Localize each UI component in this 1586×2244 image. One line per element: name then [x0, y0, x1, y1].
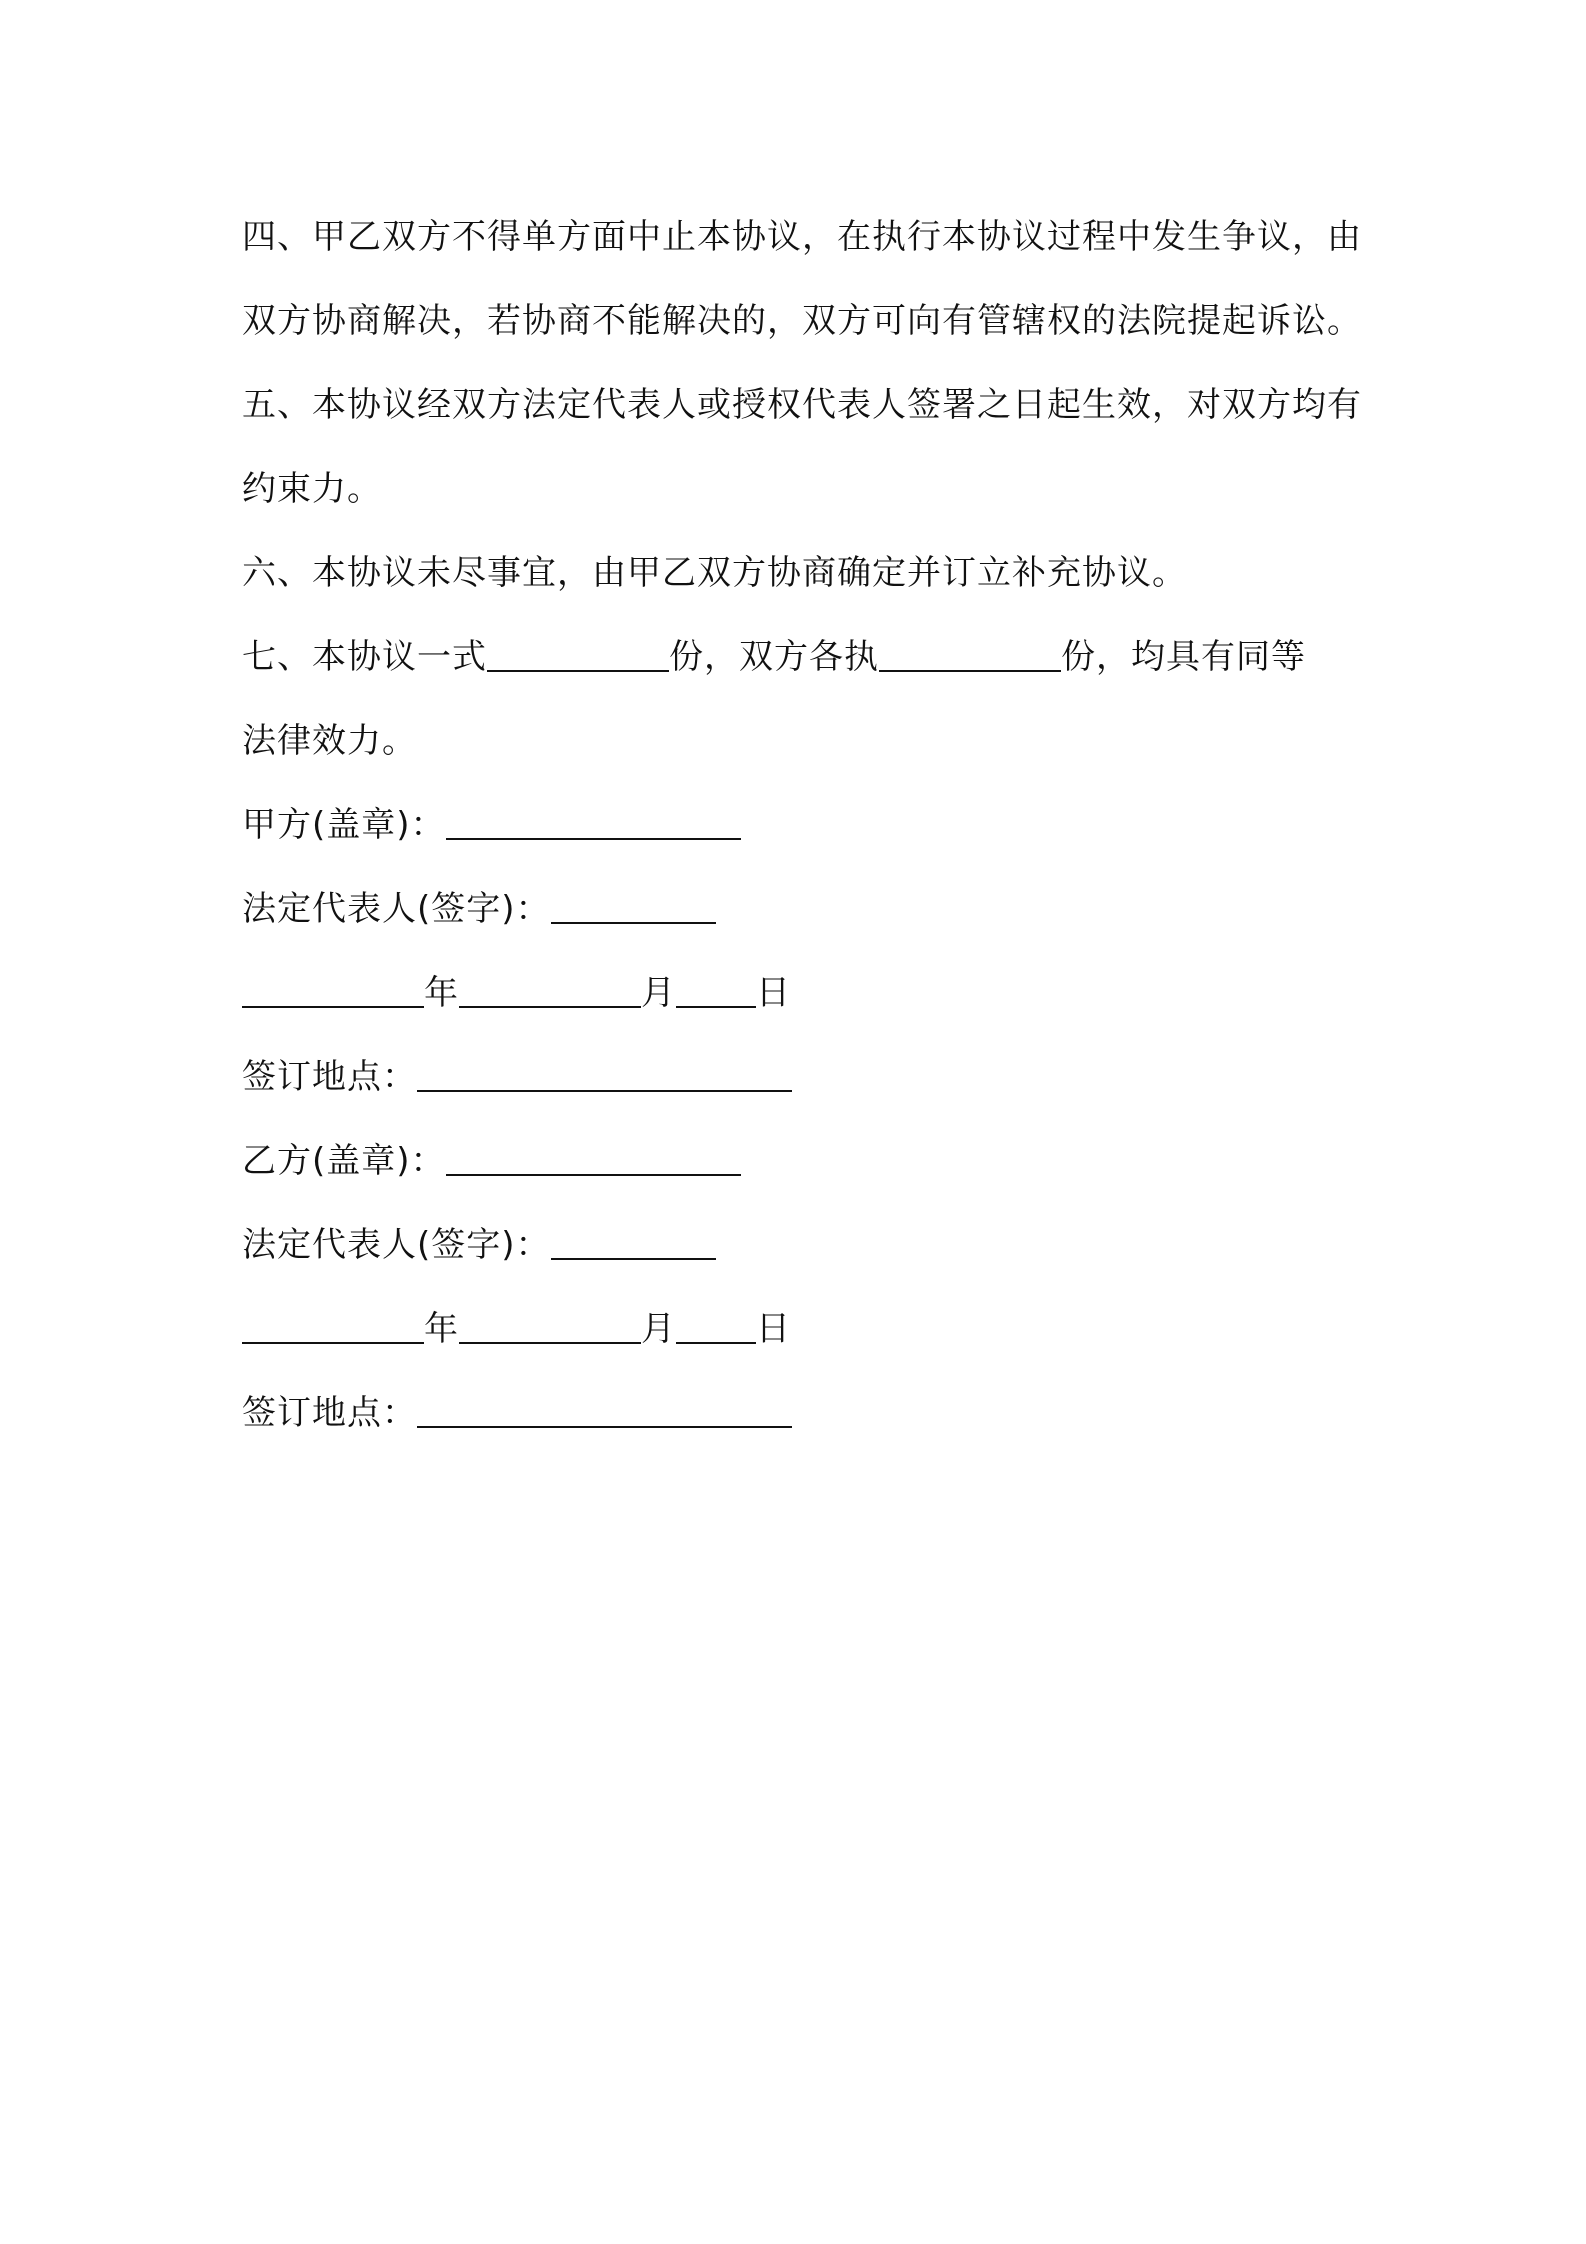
clause-seven-line1 — [242, 615, 1362, 699]
clause-seven-line2: 法律效力。 — [242, 721, 417, 761]
clause-seven-suffix: 份，均具有同等 — [1061, 637, 1306, 677]
party-b-place-row — [242, 1371, 1362, 1455]
party-b-seal-label: 乙方(盖章)： — [242, 1141, 446, 1181]
party-b-seal-row — [242, 1119, 1362, 1203]
party-a-month-label: 月 — [641, 973, 676, 1013]
party-a-day-blank[interactable] — [676, 1006, 756, 1008]
party-a-seal-label: 甲方(盖章)： — [242, 805, 446, 845]
party-b-year-blank[interactable] — [242, 1342, 424, 1344]
party-a-month-blank[interactable] — [459, 1006, 641, 1008]
party-b-place-blank[interactable] — [417, 1426, 792, 1428]
party-b-month-blank[interactable] — [459, 1342, 641, 1344]
party-b-rep-row — [242, 1203, 1362, 1287]
party-b-day-label: 日 — [756, 1309, 791, 1349]
clause-six: 六、本协议未尽事宜，由甲乙双方协商确定并订立补充协议。 — [242, 553, 1187, 593]
party-a-place-blank[interactable] — [417, 1090, 792, 1092]
party-a-rep-blank[interactable] — [551, 922, 716, 924]
each-party-copies-blank[interactable] — [879, 670, 1061, 672]
party-a-seal-blank[interactable] — [446, 838, 741, 840]
party-a-place-label: 签订地点： — [242, 1057, 417, 1097]
party-a-year-label: 年 — [424, 973, 459, 1013]
party-b-year-label: 年 — [424, 1309, 459, 1349]
party-a-date-row — [242, 951, 1362, 1035]
total-copies-blank[interactable] — [487, 670, 669, 672]
party-a-day-label: 日 — [756, 973, 791, 1013]
clause-seven-middle: 份，双方各执 — [669, 637, 879, 677]
party-b-rep-label: 法定代表人(签字)： — [242, 1225, 551, 1265]
clause-five: 五、本协议经双方法定代表人或授权代表人签署之日起生效，对双方均有约束力。 — [242, 385, 1362, 509]
party-b-place-label: 签订地点： — [242, 1393, 417, 1433]
party-a-rep-row — [242, 867, 1362, 951]
party-b-day-blank[interactable] — [676, 1342, 756, 1344]
party-a-place-row — [242, 1035, 1362, 1119]
document-body — [242, 195, 1362, 1455]
party-b-rep-blank[interactable] — [551, 1258, 716, 1260]
party-b-date-row — [242, 1287, 1362, 1371]
party-b-seal-blank[interactable] — [446, 1174, 741, 1176]
party-a-seal-row — [242, 783, 1362, 867]
party-a-year-blank[interactable] — [242, 1006, 424, 1008]
clause-seven-prefix: 七、本协议一式 — [242, 637, 487, 677]
party-a-rep-label: 法定代表人(签字)： — [242, 889, 551, 929]
party-b-month-label: 月 — [641, 1309, 676, 1349]
clause-four: 四、甲乙双方不得单方面中止本协议，在执行本协议过程中发生争议，由双方协商解决，若协商不能解决的，双方可向有管辖权的法院提起诉讼。 — [242, 217, 1362, 341]
